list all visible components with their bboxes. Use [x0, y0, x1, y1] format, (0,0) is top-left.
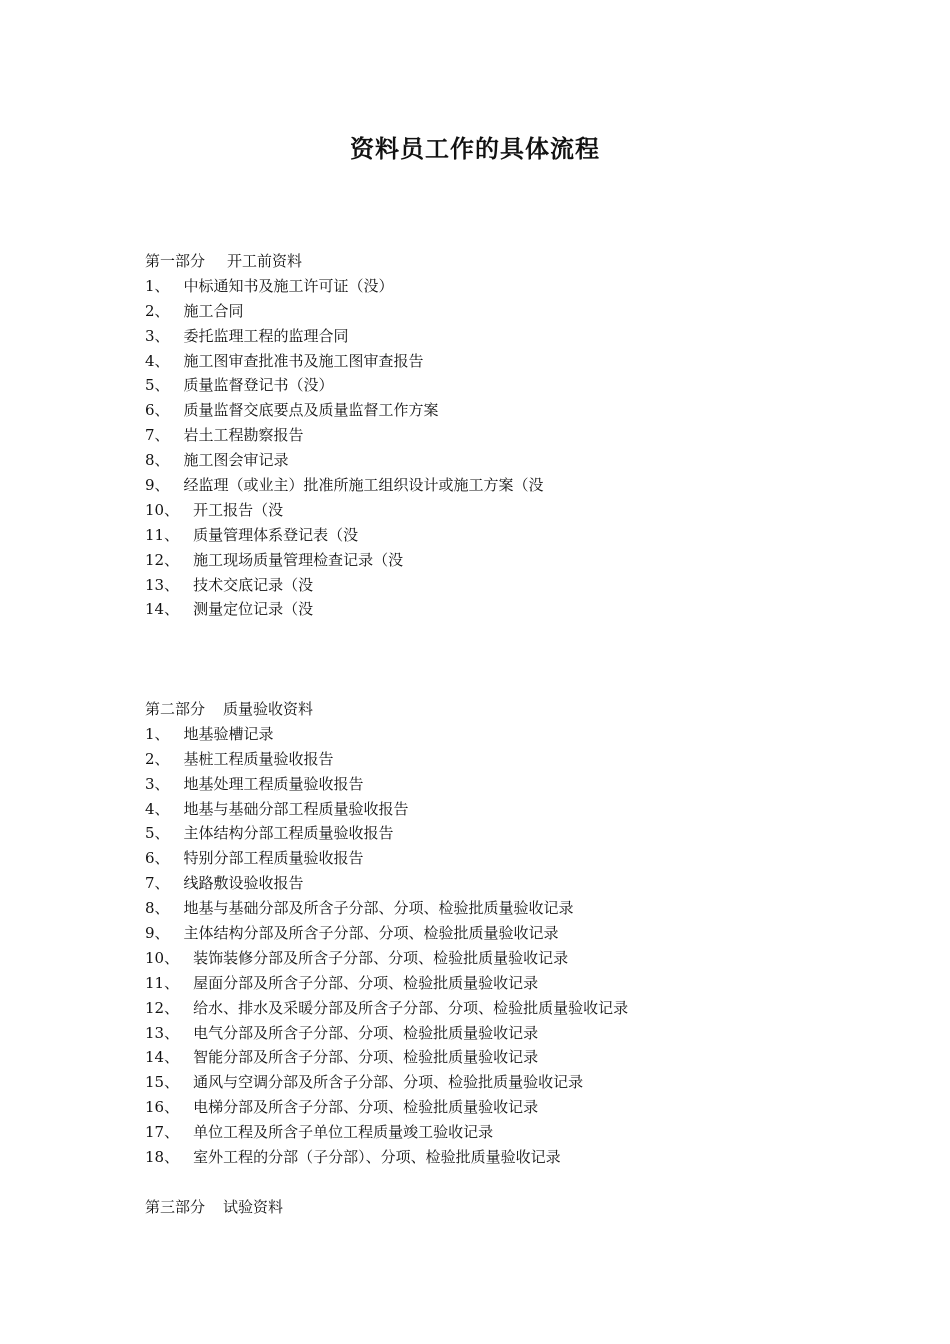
item-text: 线路敷设验收报告: [183, 874, 304, 893]
item-text: 地基与基础分部及所含子分部、分项、检验批质量验收记录: [183, 899, 574, 918]
list-item: [145, 523, 865, 548]
item-number: 5、: [145, 376, 170, 395]
item-number: 7、: [145, 874, 170, 893]
list-item: [145, 423, 865, 448]
item-text: 技术交底记录（没: [193, 575, 314, 594]
list-item: [145, 946, 865, 971]
item-text: 中标通知书及施工许可证（没）: [183, 276, 394, 295]
item-text: 电梯分部及所含子分部、分项、检验批质量验收记录: [193, 1098, 539, 1117]
item-text: 给水、排水及采暖分部及所含子分部、分项、检验批质量验收记录: [193, 998, 629, 1017]
list-item: [145, 1021, 865, 1046]
section-heading: [145, 1195, 865, 1220]
item-number: 10、: [145, 948, 180, 967]
item-number: 11、: [145, 973, 180, 992]
section-test-data: [145, 1195, 865, 1220]
section-part-label: 第三部分: [145, 1198, 206, 1216]
item-number: 12、: [145, 550, 180, 569]
list-item: [145, 772, 865, 797]
list-item: [145, 821, 865, 846]
section-heading: [145, 249, 865, 274]
item-number: 8、: [145, 451, 170, 470]
section-heading: [145, 697, 865, 722]
list-item: [145, 846, 865, 871]
item-number: 1、: [145, 724, 170, 743]
item-text: 质量监督交底要点及质量监督工作方案: [183, 401, 439, 420]
list-item: [145, 274, 865, 299]
item-number: 6、: [145, 849, 170, 868]
item-text: 屋面分部及所含子分部、分项、检验批质量验收记录: [193, 973, 539, 992]
list-item: [145, 896, 865, 921]
section-quality-acceptance: [145, 697, 865, 1170]
list-item: [145, 1070, 865, 1095]
list-item: [145, 324, 865, 349]
item-number: 2、: [145, 301, 170, 320]
list-item: [145, 573, 865, 598]
item-number: 15、: [145, 1073, 180, 1092]
item-text: 质量管理体系登记表（没: [193, 525, 359, 544]
list-item: [145, 722, 865, 747]
item-text: 室外工程的分部（子分部）、分项、检验批质量验收记录: [193, 1148, 561, 1167]
item-number: 10、: [145, 500, 180, 519]
item-text: 岩土工程勘察报告: [183, 426, 304, 445]
section-name: 试验资料: [223, 1198, 284, 1216]
list-item: [145, 473, 865, 498]
item-number: 7、: [145, 426, 170, 445]
list-item: [145, 921, 865, 946]
item-text: 通风与空调分部及所含子分部、分项、检验批质量验收记录: [193, 1073, 584, 1092]
item-text: 施工现场质量管理检查记录（没: [193, 550, 404, 569]
item-number: 8、: [145, 899, 170, 918]
item-text: 地基与基础分部工程质量验收报告: [183, 799, 409, 818]
list-item: [145, 871, 865, 896]
item-number: 11、: [145, 525, 180, 544]
list-item: [145, 971, 865, 996]
item-text: 基桩工程质量验收报告: [183, 749, 334, 768]
item-number: 13、: [145, 575, 180, 594]
item-text: 装饰装修分部及所含子分部、分项、检验批质量验收记录: [193, 948, 569, 967]
list-item: [145, 299, 865, 324]
list-item: [145, 747, 865, 772]
item-number: 4、: [145, 351, 170, 370]
list-item: [145, 373, 865, 398]
item-number: 18、: [145, 1148, 180, 1167]
list-item: [145, 1145, 865, 1170]
list-item: [145, 448, 865, 473]
section-name: 开工前资料: [227, 252, 303, 270]
list-item: [145, 1120, 865, 1145]
item-number: 5、: [145, 824, 170, 843]
item-text: 施工合同: [183, 301, 244, 320]
list-item: [145, 597, 865, 622]
list-item: [145, 996, 865, 1021]
section-part-label: 第一部分: [145, 252, 206, 270]
item-text: 特别分部工程质量验收报告: [183, 849, 364, 868]
item-number: 16、: [145, 1098, 180, 1117]
item-text: 主体结构分部及所含子分部、分项、检验批质量验收记录: [183, 924, 559, 943]
item-text: 主体结构分部工程质量验收报告: [183, 824, 394, 843]
item-number: 6、: [145, 401, 170, 420]
item-text: 质量监督登记书（没）: [183, 376, 334, 395]
item-text: 开工报告（没: [193, 500, 284, 519]
list-item: [145, 498, 865, 523]
item-number: 2、: [145, 749, 170, 768]
item-number: 14、: [145, 600, 180, 619]
item-text: 施工图审查批准书及施工图审查报告: [183, 351, 424, 370]
item-text: 电气分部及所含子分部、分项、检验批质量验收记录: [193, 1023, 539, 1042]
section-name: 质量验收资料: [223, 700, 314, 718]
list-item: [145, 1045, 865, 1070]
item-text: 经监理（或业主）批准所施工组织设计或施工方案（没: [183, 476, 544, 495]
section-pre-construction: [145, 249, 865, 622]
item-number: 9、: [145, 924, 170, 943]
list-item: [145, 797, 865, 822]
item-number: 9、: [145, 476, 170, 495]
item-number: 17、: [145, 1123, 180, 1142]
item-number: 12、: [145, 998, 180, 1017]
item-text: 单位工程及所含子单位工程质量竣工验收记录: [193, 1123, 494, 1142]
item-text: 施工图会审记录: [183, 451, 289, 470]
item-text: 地基验槽记录: [183, 724, 274, 743]
item-number: 4、: [145, 799, 170, 818]
list-item: [145, 1095, 865, 1120]
list-item: [145, 398, 865, 423]
list-item: [145, 548, 865, 573]
item-text: 委托监理工程的监理合同: [183, 326, 349, 345]
item-number: 3、: [145, 774, 170, 793]
item-number: 1、: [145, 276, 170, 295]
item-text: 地基处理工程质量验收报告: [183, 774, 364, 793]
item-text: 智能分部及所含子分部、分项、检验批质量验收记录: [193, 1048, 539, 1067]
item-number: 14、: [145, 1048, 180, 1067]
item-text: 测量定位记录（没: [193, 600, 314, 619]
section-part-label: 第二部分: [145, 700, 206, 718]
page-title: 资料员工作的具体流程: [350, 134, 600, 163]
list-item: [145, 349, 865, 374]
item-number: 13、: [145, 1023, 180, 1042]
item-number: 3、: [145, 326, 170, 345]
